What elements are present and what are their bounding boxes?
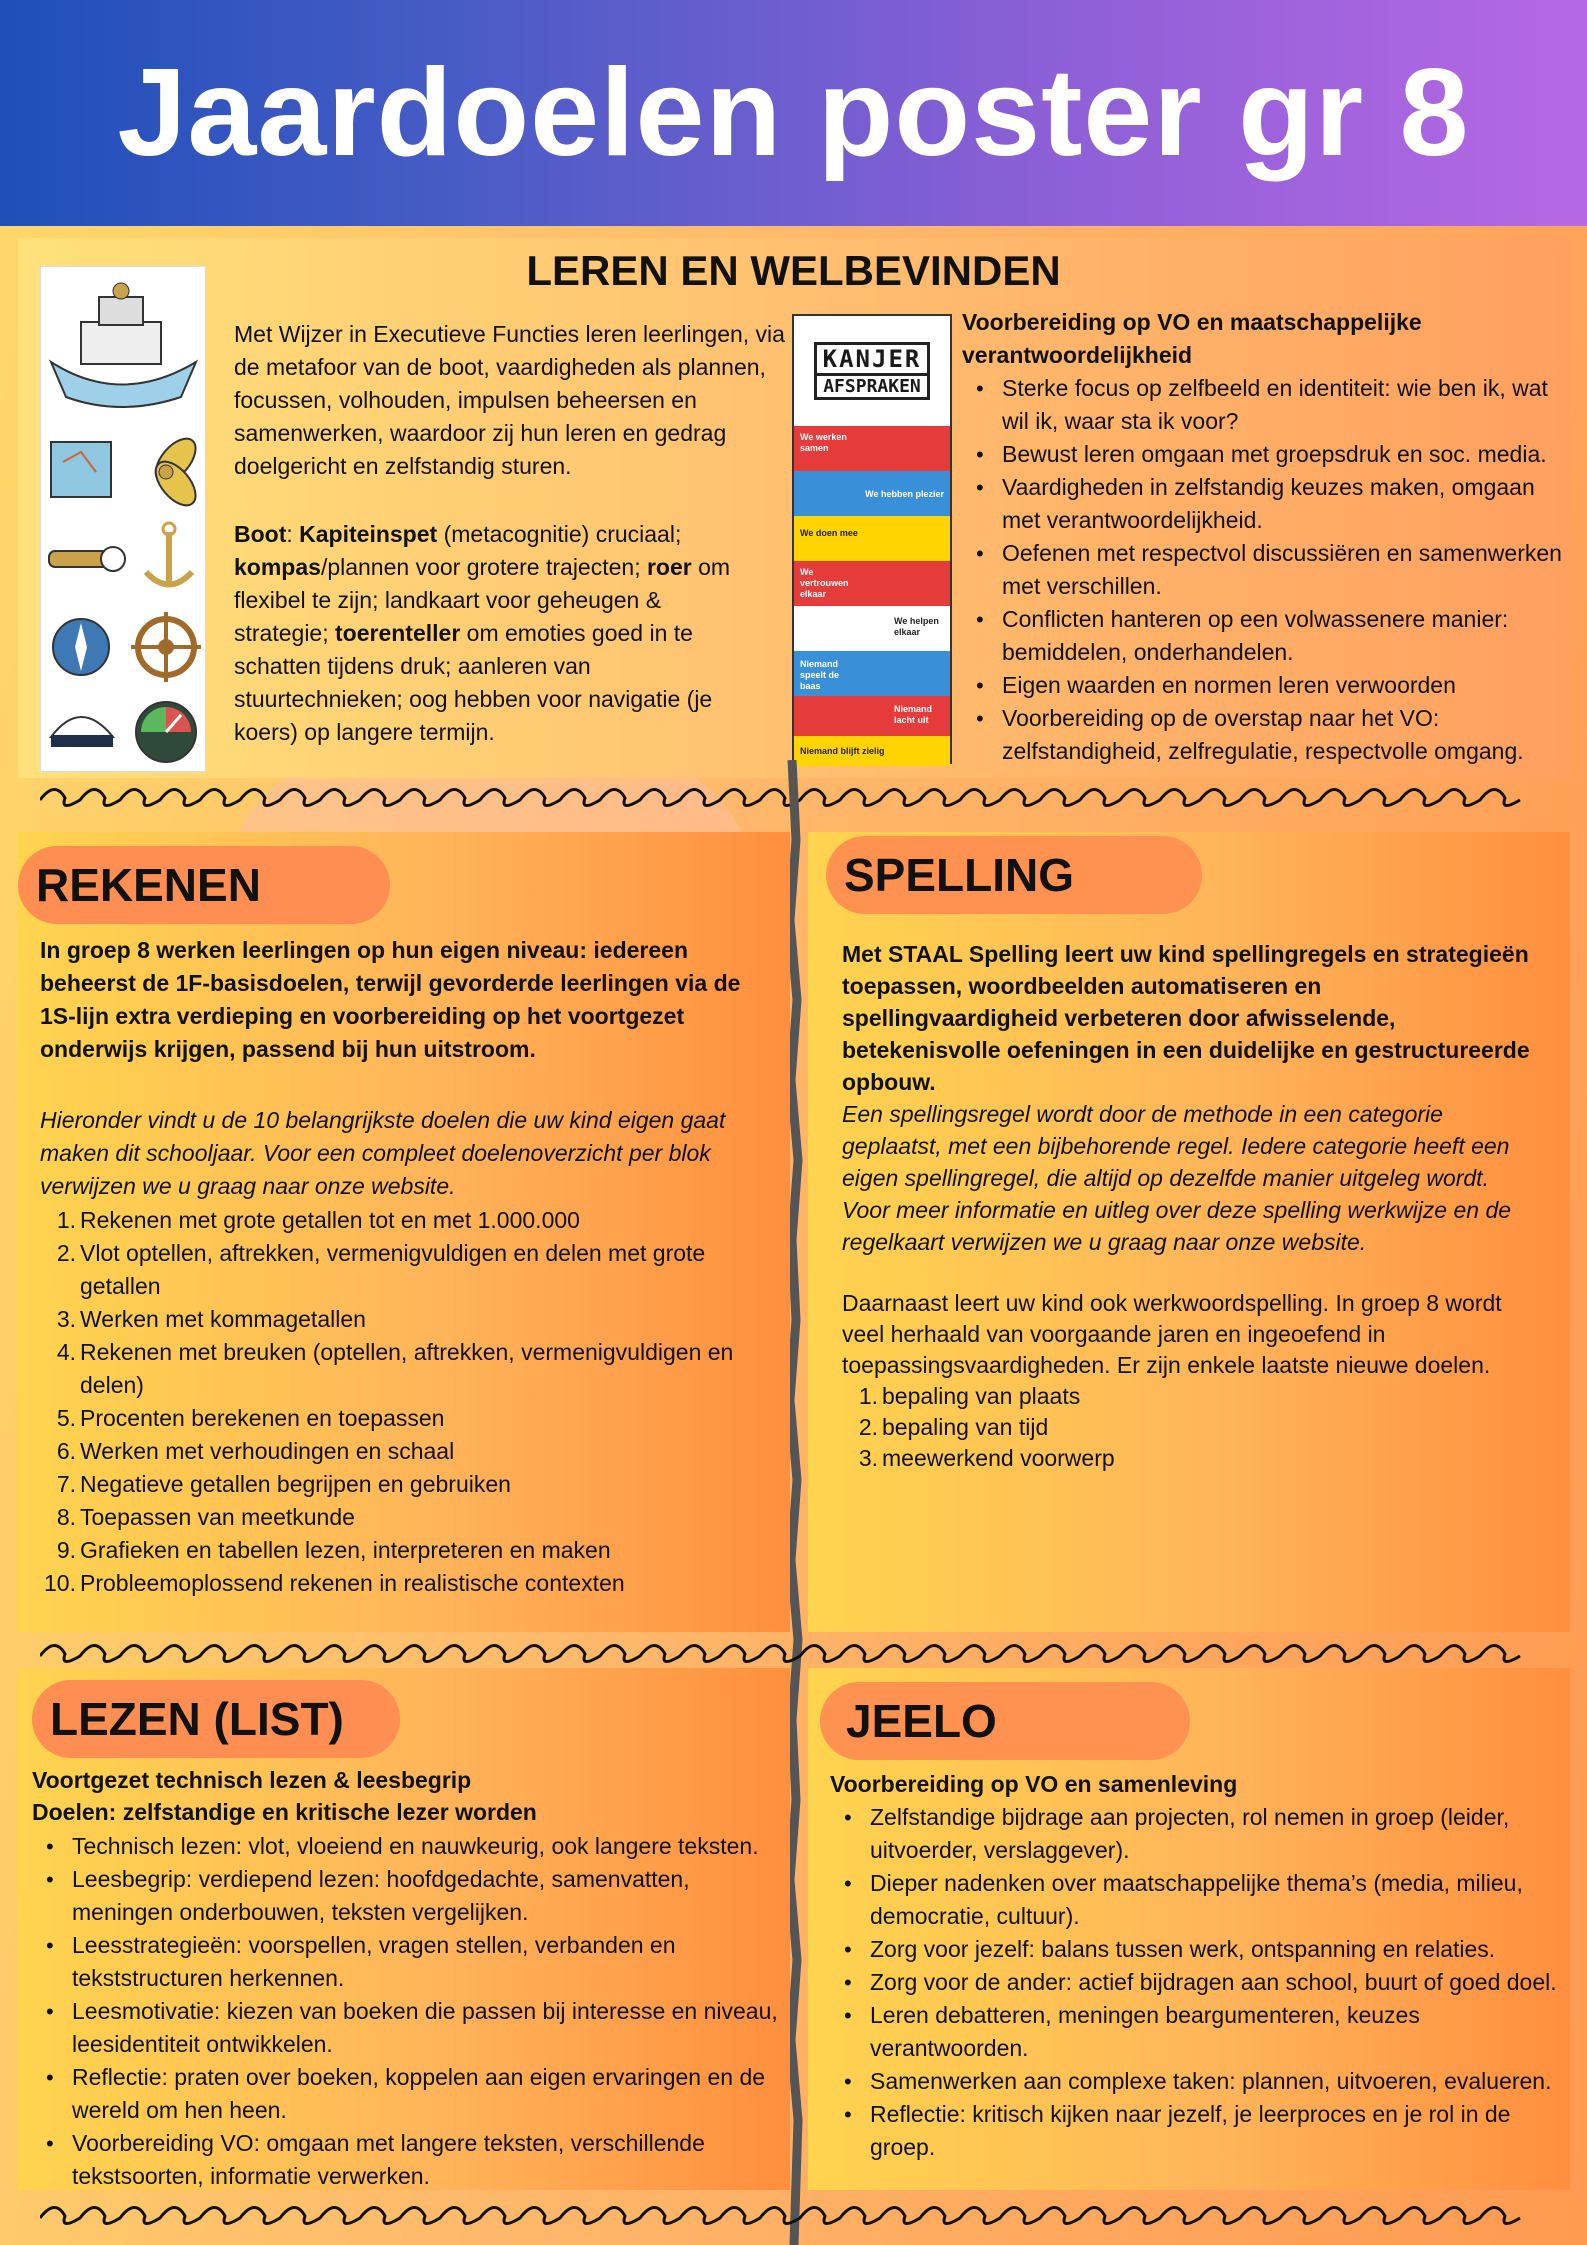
list-item: • Reflectie: kritisch kijken naar jezelf, je leerproces en je rol in de groep. [830, 2098, 1570, 2164]
jeelo-heading: JEELO [820, 1682, 1190, 1760]
goal-text: Negatieve getallen begrijpen en gebruiken [80, 1471, 511, 1497]
list-item: • Sterke focus op zelfbeeld en identiteit: wie ben ik, wat wil ik, waar sta ik voor? [962, 372, 1574, 438]
list-item: 3. meewerkend voorwerp [858, 1445, 1115, 1471]
goal-text: Vlot optellen, aftrekken, vermenigvuldigen en delen met grote getallen [80, 1240, 706, 1299]
kanjer-row-left: Niemand blijft zielig [800, 746, 885, 756]
rekenen-heading: REKENEN [18, 846, 390, 924]
vo-list [962, 372, 1574, 768]
kanjer-row [794, 516, 950, 561]
jeelo-list [830, 1801, 1570, 2164]
goal-text: Rekenen met breuken (optellen, aftrekken, vermenigvuldigen en delen) [80, 1339, 734, 1398]
kanjer-row [794, 561, 950, 606]
boot-text: (metacognitie) cruciaal; [437, 521, 682, 547]
list-item: • Leesbegrip: verdiepend lezen: hoofdgedachte, samenvatten, meningen onderbouwen, teksten vergelijken. [32, 1863, 792, 1929]
goal-text: Grafieken en tabellen lezen, interpreteren en maken [80, 1537, 611, 1563]
list-item: 10. Probleemoplossend rekenen in realistische contexten [44, 1570, 625, 1596]
anchor-icon [146, 523, 192, 587]
spelling-note: Een spellingsregel wordt door de methode in een categorie geplaatst, met een bijbehorende regel. Iedere categorie heeft een eigen spellingregel, die altijd op dezelfde manier uitgeleg wordt. Voor meer informatie en uitleg over deze spelling werkwijze en de regelkaart verwijzen we u graag naar onze website. [842, 1101, 1512, 1255]
list-item: • Zelfstandige bijdrage aan projecten, rol nemen in groep (leider, uitvoerder, verslaggever). [830, 1801, 1570, 1867]
kanjer-row [794, 471, 950, 516]
goal-text: bepaling van tijd [882, 1414, 1049, 1440]
vo-heading: Voorbereiding op VO en maatschappelijke verantwoordelijkheid [962, 309, 1422, 368]
lezen-sub-2: Doelen: zelfstandige en kritische lezer worden [32, 1799, 537, 1825]
leren-heading: LEREN EN WELBEVINDEN [526, 247, 1061, 294]
telescope-icon [49, 547, 125, 571]
leren-intro: Met Wijzer in Executieve Functies leren leerlingen, via de metafoor van de boot, vaardigheden als plannen, focussen, volhouden, impulsen beheersen en samenwerken, waardoor zij hun leren en gedrag doelgericht en zelfstandig sturen. [234, 321, 785, 479]
list-item: • Vaardigheden in zelfstandig keuzes maken, omgaan met verantwoordelijkheid. [962, 471, 1574, 537]
kanjer-row [794, 426, 950, 471]
list-item: 3. Werken met kommagetallen [56, 1306, 366, 1332]
list-item: 6. Werken met verhoudingen en schaal [56, 1438, 455, 1464]
poster-header [0, 0, 1587, 226]
list-item: • Bewust leren omgaan met groepsdruk en soc. media. [962, 438, 1574, 471]
kanjer-row-left: We vertrouwen elkaar [800, 567, 849, 599]
boat-icon [51, 283, 196, 407]
list-item: 2. bepaling van tijd [858, 1414, 1049, 1440]
kanjer-row [794, 651, 950, 696]
lezen-list [32, 1830, 792, 2193]
leren-boot-text [234, 518, 754, 749]
list-item: • Oefenen met respectvol discussiëren en samenwerken met verschillen. [962, 537, 1574, 603]
kanjer-title: KANJER [814, 342, 931, 376]
list-item: • Conflicten hanteren op een volwassenere manier: bemiddelen, onderhandelen. [962, 603, 1574, 669]
toerenteller-label: toerenteller [335, 620, 461, 646]
compass-icon [53, 619, 109, 675]
list-item: • Dieper nadenken over maatschappelijke thema’s (media, milieu, democratie, cultuur). [830, 1867, 1570, 1933]
goal-text: Werken met kommagetallen [80, 1306, 366, 1332]
list-item: • Voorbereiding op de overstap naar het VO: zelfstandigheid, zelfregulatie, respectvolle omgang. [962, 702, 1574, 768]
loop-divider [40, 2196, 1550, 2236]
kanjer-subtitle: AFSPRAKEN [814, 376, 930, 400]
gauge-icon [136, 702, 196, 762]
list-item: 1. Rekenen met grote getallen tot en met 1.000.000 [56, 1207, 580, 1233]
rekenen-note: Hieronder vindt u de 10 belangrijkste doelen die uw kind eigen gaat maken dit schooljaar. Voor een compleet doelenoverzicht per blok verwijzen we u graag naar onze website. [40, 1107, 726, 1199]
propeller-icon [148, 432, 203, 513]
kanjer-row [794, 696, 950, 736]
list-item: 8. Toepassen van meetkunde [56, 1504, 355, 1530]
list-item: • Samenwerken aan complexe taken: plannen, uitvoeren, evalueren. [830, 2065, 1570, 2098]
poster-title: Jaardoelen poster gr 8 [117, 44, 1470, 182]
kanjer-row-right: We hebben plezier [865, 489, 944, 499]
rekenen-intro: In groep 8 werken leerlingen op hun eigen niveau: iedereen beheerst de 1F-basisdoelen, terwijl gevorderde leerlingen via de 1S-lijn extra verdieping en voorbereiding op het voortgezet onderwijs krijgen, passend bij hun uitstroom. [40, 937, 741, 1062]
spelling-werkwoord: Daarnaast leert uw kind ook werkwoordspelling. In groep 8 wordt veel herhaald van voorgaande jaren en ingeoefend in toepassingsvaardigheden. Er zijn enkele laatste nieuwe doelen. [842, 1290, 1502, 1378]
list-item: 9. Grafieken en tabellen lezen, interpreteren en maken [56, 1537, 611, 1563]
list-item: 1. bepaling van plaats [858, 1383, 1081, 1409]
boot-text: om emoties goed in te schatten tijdens druk; aanleren van stuurtechnieken; oog hebben voor navigatie (je koers) op langere termijn. [234, 620, 713, 745]
kanjer-row-right: Niemand lacht uit [894, 704, 933, 725]
goal-text: meewerkend voorwerp [882, 1445, 1115, 1471]
roer-label: roer [646, 554, 692, 580]
list-item: • Leesstrategieën: voorspellen, vragen stellen, verbanden en tekststructuren herkennen. [32, 1929, 792, 1995]
list-item: 5. Procenten berekenen en toepassen [56, 1405, 445, 1431]
boot-text: : [286, 521, 300, 547]
kanjer-afspraken-poster [792, 314, 952, 764]
goal-text: Toepassen van meetkunde [80, 1504, 355, 1530]
list-item: 7. Negatieve getallen begrijpen en gebruiken [56, 1471, 511, 1497]
kanjer-row-left: We werken samen [800, 432, 847, 453]
list-item: • Leesmotivatie: kiezen van boeken die passen bij interesse en niveau, leesidentiteit ontwikkelen. [32, 1995, 792, 2061]
spelling-goals-list [842, 1381, 1532, 1474]
boat-illustration [40, 266, 206, 772]
boot-label: Boot [234, 521, 287, 547]
list-item: • Voorbereiding VO: omgaan met langere teksten, verschillende tekstsoorten, informatie verwerken. [32, 2127, 792, 2193]
goal-text: Probleemoplossend rekenen in realistische contexten [80, 1570, 625, 1596]
captain-hat-icon [51, 717, 113, 747]
kanjer-row-left: Niemand speelt de baas [800, 659, 840, 691]
kapiteinspet-label: Kapiteinspet [299, 521, 438, 547]
kanjer-row-left: We doen mee [800, 528, 858, 538]
jeelo-sub: Voorbereiding op VO en samenleving [830, 1771, 1238, 1797]
spelling-intro: Met STAAL Spelling leert uw kind spellingregels en strategieën toepassen, woordbeelden automatiseren en spellingvaardigheid verbeteren door afwisselende, betekenisvolle oefeningen in een duidelijke en gestructureerde opbouw. [842, 941, 1530, 1095]
goal-text: Werken met verhoudingen en schaal [80, 1438, 455, 1464]
lezen-sub-1: Voortgezet technisch lezen & leesbegrip [32, 1767, 472, 1793]
kanjer-row [794, 606, 950, 651]
wheel-icon [131, 612, 201, 682]
goal-text: Procenten berekenen en toepassen [80, 1405, 445, 1431]
list-item: • Leren debatteren, meningen beargumenteren, keuzes verantwoorden. [830, 1999, 1570, 2065]
list-item: 4. Rekenen met breuken (optellen, aftrekken, vermenigvuldigen en delen) [56, 1339, 734, 1398]
boot-text: /plannen voor grotere trajecten; [320, 554, 647, 580]
list-item: • Eigen waarden en normen leren verwoorden [962, 669, 1574, 702]
list-item: 2. Vlot optellen, aftrekken, vermenigvuldigen en delen met grote getallen [56, 1240, 706, 1299]
kanjer-row [794, 736, 950, 766]
spelling-heading: SPELLING [826, 836, 1202, 914]
map-icon [51, 442, 111, 497]
list-item: • Technisch lezen: vlot, vloeiend en nauwkeurig, ook langere teksten. [32, 1830, 792, 1863]
list-item: • Zorg voor de ander: actief bijdragen aan school, buurt of goed doel. [830, 1966, 1570, 1999]
goal-text: bepaling van plaats [882, 1383, 1081, 1409]
list-item: • Reflectie: praten over boeken, koppelen aan eigen ervaringen en de wereld om hen heen. [32, 2061, 792, 2127]
rekenen-goals-list [40, 1204, 775, 1600]
kompas-label: kompas [234, 554, 321, 580]
lezen-heading: LEZEN (LIST) [32, 1680, 400, 1758]
boot-text: om flexibel te zijn; landkaart voor geheugen & strategie; [234, 554, 731, 646]
kanjer-row-right: We helpen elkaar [894, 616, 939, 637]
list-item: • Zorg voor jezelf: balans tussen werk, ontspanning en relaties. [830, 1933, 1570, 1966]
goal-text: Rekenen met grote getallen tot en met 1.000.000 [80, 1207, 580, 1233]
